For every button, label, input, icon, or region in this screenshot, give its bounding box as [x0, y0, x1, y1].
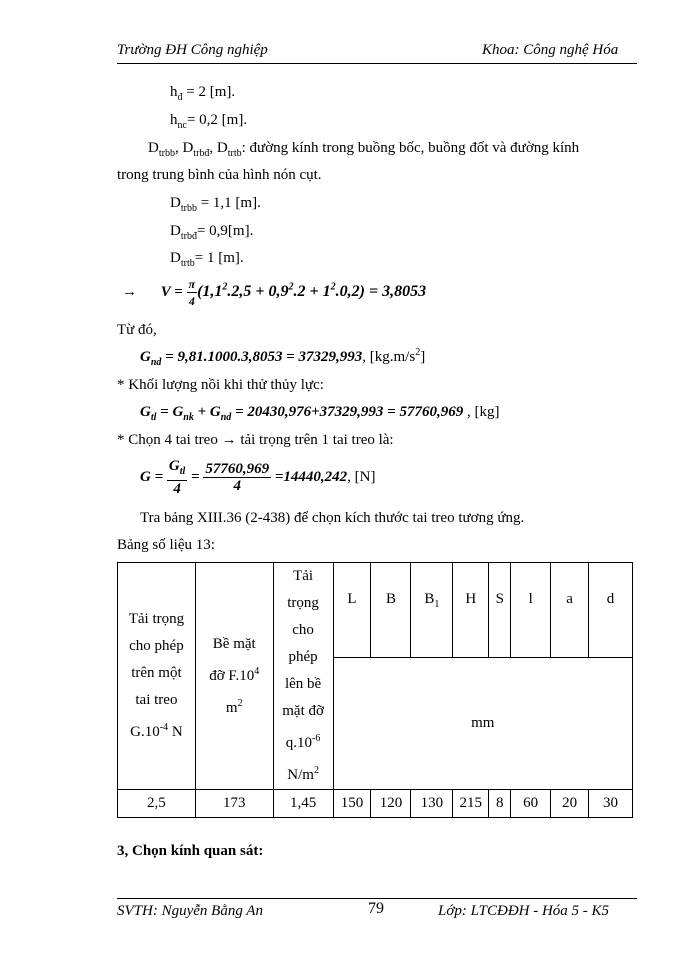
table-cell: 173: [195, 790, 273, 818]
header-d: d: [589, 563, 633, 658]
page-number: 79: [368, 900, 384, 917]
hanger-spec-table: [117, 562, 633, 818]
footer-right: Lớp: LTCĐĐH - Hóa 5 - K5: [438, 903, 610, 919]
table-cell: 30: [589, 790, 633, 818]
header-l: l: [511, 563, 551, 658]
dtr-intro-line2: trong trung bình của hình nón cụt.: [117, 167, 322, 183]
table-cell: 120: [371, 790, 411, 818]
table-cell: 60: [511, 790, 551, 818]
dtrtb-line: $D_{trtb}= 1$ [m].: [170, 250, 244, 269]
header-L: L: [333, 563, 371, 658]
table-cell: 2,5: [118, 790, 196, 818]
table-cell: 215: [453, 790, 489, 818]
header-B: B: [371, 563, 411, 658]
table-cell: 150: [333, 790, 371, 818]
g-water-line: $G_{nd} = 9,81.1000.3,8053 = 37329,993$, $[kg.m/s^2]$: [140, 347, 426, 368]
unit-cell: mm: [333, 658, 632, 790]
hd-line: $h_đ = 2$ [m].: [170, 84, 236, 103]
section-heading: 3, Chọn kính quan sát:: [117, 843, 264, 859]
table-cell: 130: [411, 790, 453, 818]
khoi-luong-line: * Khối lượng nồi khi thử thủy lực:: [117, 377, 324, 393]
header-H: H: [453, 563, 489, 658]
chon-tai-line: * Chọn 4 tai treo → tải trọng trên 1 tai treo là:: [117, 432, 394, 448]
footer-left: SVTH: Nguyễn Bằng An: [117, 903, 263, 919]
dtrbb-line: $D_{trbb} = 1,1$ [m].: [170, 195, 261, 214]
tu-do: Từ đó,: [117, 322, 157, 338]
header-B1: $B_1$: [411, 563, 453, 658]
dtr-intro-line1: $D_{trbb}$, $D_{trbđ}$, $D_{trtb}$: đường kính trong buồng bốc, buồng đốt và đường kính: [148, 140, 580, 159]
table-caption: Bảng số liệu 13:: [117, 537, 215, 553]
table-cell: 8: [489, 790, 511, 818]
header-rule: [117, 63, 637, 64]
footer-rule: [117, 898, 637, 899]
g-per-hook-formula: G = $\frac{G_{tl}}{4}$ = $\frac{57760,969}{4}$ =14440,242, [N]: [140, 458, 376, 497]
col-surface-load: Tải trọng cho phép lên bề mặt đỡ $q.10^{-6}$ $N/m^2$: [273, 563, 333, 790]
hnc-line: $h_{nc}= 0,2$ [m].: [170, 112, 248, 131]
col-support-area: Bề mặt đỡ $F.10^4$ $m^2$: [195, 563, 273, 790]
header-S: S: [489, 563, 511, 658]
table-cell: 1,45: [273, 790, 333, 818]
dtrbd-line: $D_{trbđ}= 0,9[m]$.: [170, 223, 254, 242]
header-left: Trường ĐH Công nghiệp: [117, 42, 268, 58]
g-tl-line: $G_{tl} = G_{nk} + G_{nd} = 20430,976+37329,993 = 57760,969$ , [kg]: [140, 404, 500, 423]
volume-formula: → V = $\frac{\pi}{4}$ $(1,1^2.2,5 + 0,9^2.2 + 1^2.0,2) = 3,8053$: [122, 277, 427, 308]
tra-bang-line: Tra bảng XIII.36 (2-438) để chọn kích thước tai treo tương ứng.: [140, 510, 525, 526]
header-a: a: [551, 563, 589, 658]
col-load-per-hook: Tải trọng cho phép trên một tai treo $G.10^{-4}$ N: [118, 563, 196, 790]
table-cell: 20: [551, 790, 589, 818]
header-right: Khoa: Công nghệ Hóa: [482, 42, 619, 58]
